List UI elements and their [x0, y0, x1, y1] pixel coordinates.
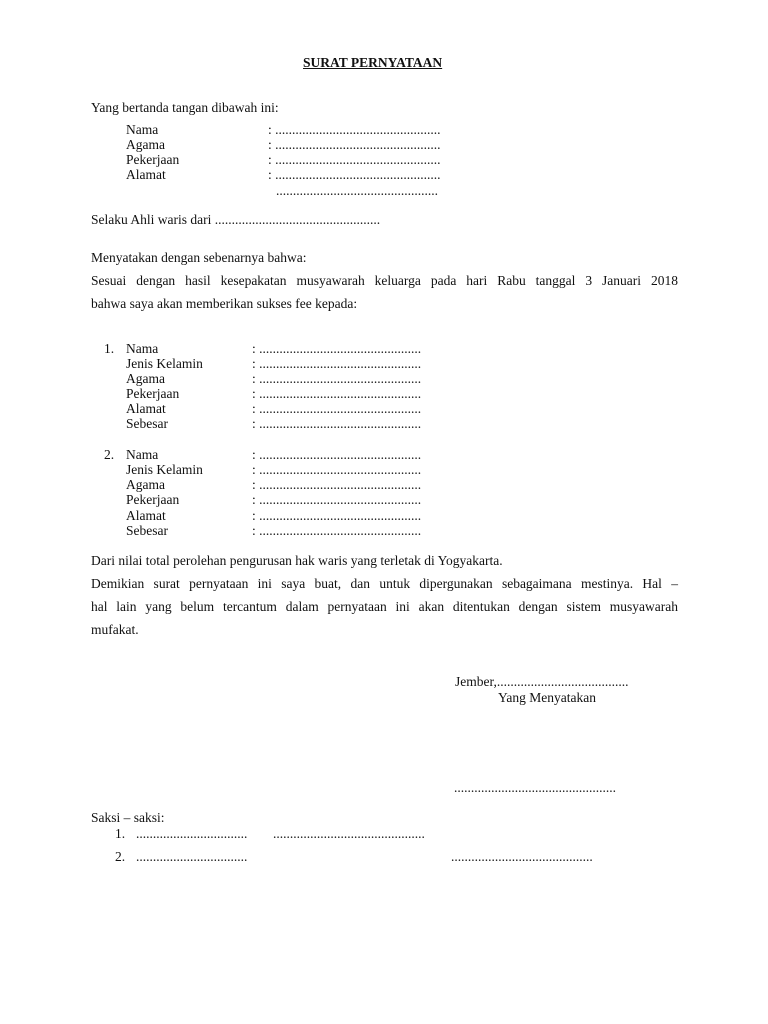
witness-signature-line: ............................................. [273, 826, 425, 841]
field-value: : ................................................ [252, 492, 422, 507]
agreement-line-1: Sesuai dengan hasil kesepakatan musyawarah keluarga pada hari Rabu tanggal 3 Januari 2018 [91, 273, 678, 288]
field-value: : ................................................. [268, 152, 441, 167]
field-value: : ................................................ [252, 508, 422, 523]
signer-name-line: ................................................ [454, 780, 616, 795]
place-date: Jember,....................................... [455, 674, 629, 689]
field-label: Pekerjaan [126, 152, 180, 167]
intro-text: Yang bertanda tangan dibawah ini: [91, 100, 279, 115]
closing-line-4: mufakat. [91, 622, 139, 637]
field-label: Pekerjaan [126, 492, 180, 507]
witness-name-line: ................................. [136, 849, 248, 864]
field-label: Alamat [126, 167, 166, 182]
field-value: : ................................................ [252, 371, 422, 386]
field-label: Nama [126, 447, 159, 462]
recipient-number: 2. [104, 447, 115, 462]
recipient-number: 1. [104, 341, 115, 356]
field-value: : ................................................ [252, 416, 422, 431]
witness-signature-line: .......................................... [451, 849, 593, 864]
field-label: Agama [126, 371, 165, 386]
field-label: Agama [126, 137, 165, 152]
witness-number: 1. [115, 826, 126, 841]
field-value: : ................................................. [268, 137, 441, 152]
statement-intro: Menyatakan dengan sebenarnya bahwa: [91, 250, 307, 265]
field-value: : ................................................ [252, 477, 422, 492]
field-label: Pekerjaan [126, 386, 180, 401]
field-value: : ................................................. [268, 167, 441, 182]
heir-line: Selaku Ahli waris dari ................................................. [91, 212, 381, 227]
field-label: Sebesar [126, 523, 168, 538]
agreement-line-2: bahwa saya akan memberikan sukses fee kepada: [91, 296, 358, 311]
field-label: Alamat [126, 401, 166, 416]
field-label: Jenis Kelamin [126, 356, 203, 371]
field-value: : ................................................ [252, 523, 422, 538]
field-label: Agama [126, 477, 165, 492]
field-value: : ................................................ [252, 341, 422, 356]
witness-number: 2. [115, 849, 126, 864]
field-value: : ................................................ [252, 356, 422, 371]
signer-role: Yang Menyatakan [498, 690, 596, 705]
closing-line-3: hal lain yang belum tercantum dalam pernyataan ini akan ditentukan dengan sistem musyawarah [91, 599, 678, 614]
field-value: : ................................................ [252, 386, 422, 401]
closing-line-2: Demikian surat pernyataan ini saya buat, dan untuk dipergunakan sebagaimana mestinya. Hal – [91, 576, 678, 591]
field-value: : ................................................. [268, 122, 441, 137]
field-label: Nama [126, 341, 159, 356]
field-label: Jenis Kelamin [126, 462, 203, 477]
witness-name-line: ................................. [136, 826, 248, 841]
witnesses-label: Saksi – saksi: [91, 810, 165, 825]
field-value: : ................................................ [252, 462, 422, 477]
document-title: SURAT PERNYATAAN [303, 55, 443, 70]
closing-line-1: Dari nilai total perolehan pengurusan hak waris yang terletak di Yogyakarta. [91, 553, 503, 568]
field-label: Sebesar [126, 416, 168, 431]
field-value: : ................................................ [252, 401, 422, 416]
field-value: : ................................................ [252, 447, 422, 462]
field-label: Alamat [126, 508, 166, 523]
field-label: Nama [126, 122, 159, 137]
address-continuation: ................................................ [276, 183, 438, 198]
